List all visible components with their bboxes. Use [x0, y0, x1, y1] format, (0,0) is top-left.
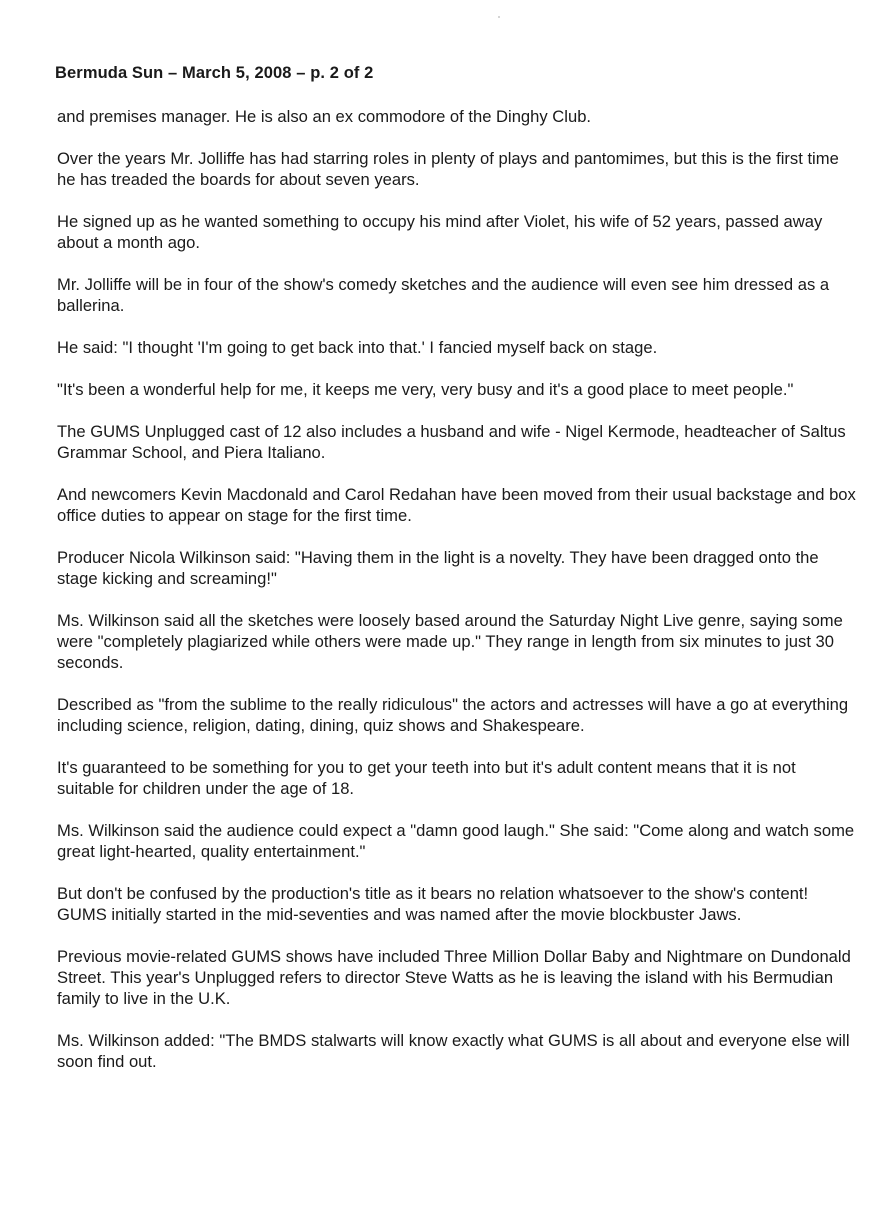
paragraph: And newcomers Kevin Macdonald and Carol Redahan have been moved from their usual backstage and box office duties to appear on stage for the first time. — [57, 485, 856, 525]
paragraph: Over the years Mr. Jolliffe has had starring roles in plenty of plays and pantomimes, but this is the first time he has treaded the boards for about seven years. — [57, 149, 839, 189]
paragraph: But don't be confused by the production's title as it bears no relation whatsoever to the show's content! GUMS initially started in the mid-seventies and was named after the movie blockbuster Jaws. — [57, 884, 809, 924]
paragraph: Previous movie-related GUMS shows have included Three Million Dollar Baby and Nightmare on Dundonald Street. This year's Unplugged refers to director Steve Watts as he is leaving the island with his Bermudian family to live in the U.K. — [57, 947, 851, 1008]
paragraph: Ms. Wilkinson said the audience could expect a "damn good laugh." She said: "Come along and watch some great light-hearted, quality entertainment." — [57, 821, 855, 861]
paragraph: It's guaranteed to be something for you to get your teeth into but it's adult content means that it is not suitable for children under the age of 18. — [57, 758, 796, 798]
paragraph: and premises manager. He is also an ex commodore of the Dinghy Club. — [57, 107, 592, 126]
paragraph: Ms. Wilkinson said all the sketches were loosely based around the Saturday Night Live genre, saying some were "completely plagiarized while others were made up." They range in length from six minutes to just 30 seconds. — [57, 611, 843, 672]
paragraph: Producer Nicola Wilkinson said: "Having them in the light is a novelty. They have been dragged onto the stage kicking and screaming!" — [57, 548, 819, 588]
paragraph: Mr. Jolliffe will be in four of the show's comedy sketches and the audience will even see him dressed as a ballerina. — [57, 275, 830, 315]
scan-artifact — [498, 16, 500, 18]
page-header: Bermuda Sun – March 5, 2008 – p. 2 of 2 — [55, 64, 374, 82]
paragraph: Described as "from the sublime to the really ridiculous" the actors and actresses will have a go at everything including science, religion, dating, dining, quiz shows and Shakespeare. — [57, 695, 849, 735]
paragraph: He said: "I thought 'I'm going to get back into that.' I fancied myself back on stage. — [57, 338, 658, 357]
paragraph: Ms. Wilkinson added: "The BMDS stalwarts will know exactly what GUMS is all about and everyone else will soon find out. — [57, 1031, 850, 1071]
article-body — [57, 106, 857, 1093]
paragraph: "It's been a wonderful help for me, it keeps me very, very busy and it's a good place to meet people." — [57, 380, 794, 399]
paragraph: He signed up as he wanted something to occupy his mind after Violet, his wife of 52 years, passed away about a month ago. — [57, 212, 823, 252]
paragraph: The GUMS Unplugged cast of 12 also includes a husband and wife - Nigel Kermode, headteacher of Saltus Grammar School, and Piera Italiano. — [57, 422, 846, 462]
